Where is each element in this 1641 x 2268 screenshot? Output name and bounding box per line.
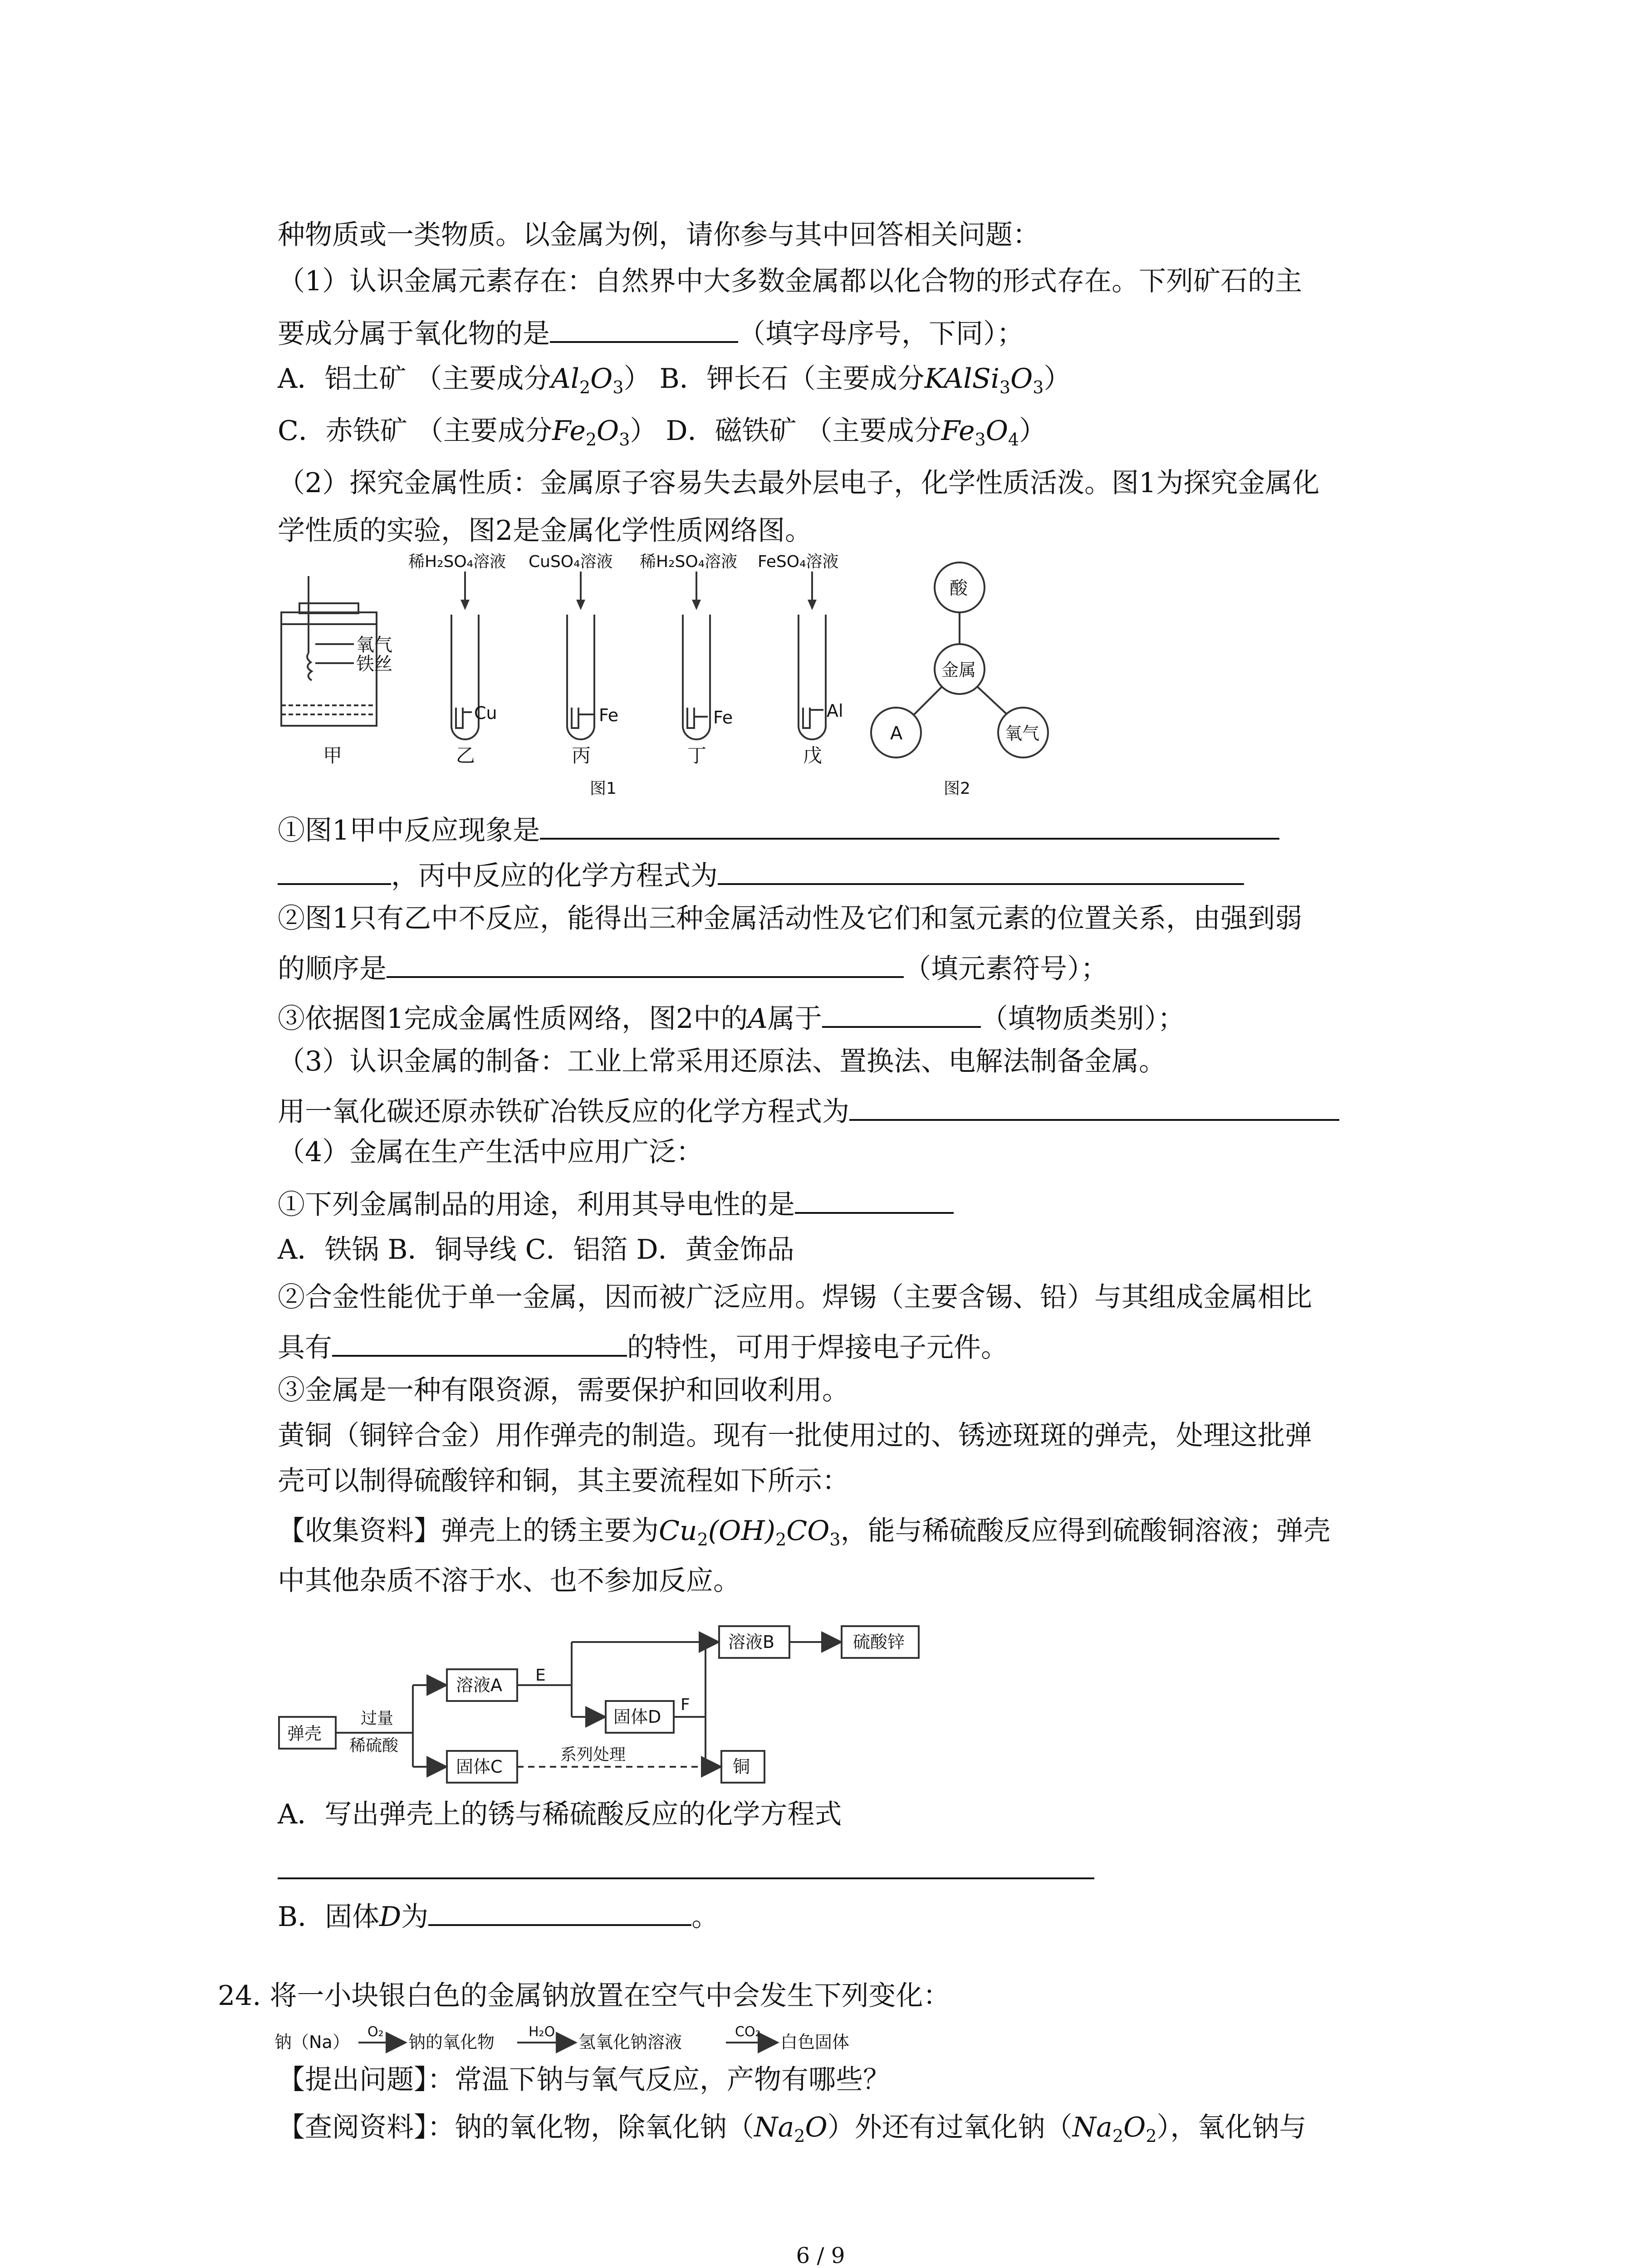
flow-diagram <box>272 1615 944 1810</box>
answer-blank[interactable] <box>822 998 981 1028</box>
answer-blank[interactable] <box>540 810 1279 840</box>
text-line: （3）认识金属的制备：工业上常采用还原法、置换法、电解法制备金属。 <box>278 1046 1166 1077</box>
text-line: 【查阅资料】：钠的氧化物，除氧化钠$(Na_2O)$外还有过氧化钠$(Na_2O_2)$，氧化钠与 <box>278 2112 1307 2146</box>
node-acid: 酸 <box>950 578 968 599</box>
text-line: 用一氧化碳还原赤铁矿冶铁反应的化学方程式为 <box>278 1091 1339 1130</box>
tube-metal: Fe <box>599 705 619 725</box>
text-line: A．写出弹壳上的锈与稀硫酸反应的化学方程式 <box>278 1799 842 1830</box>
text-line: 要成分属于氧化物的是 （填字母序号，下同）； <box>278 313 1024 352</box>
tube-reagent: 稀H₂SO₄溶液 <box>408 552 506 571</box>
answer-blank[interactable] <box>428 1896 691 1926</box>
arrow-label-excess: 过量 <box>361 1709 394 1728</box>
node-oxygen: 氧气 <box>1005 723 1040 743</box>
answer-blank[interactable] <box>718 855 1244 885</box>
co2-label: CO₂ <box>735 2024 761 2040</box>
sodium-label: 钠（Na） <box>274 2032 350 2052</box>
text-line: 的顺序是 （填元素符号）； <box>278 948 1108 987</box>
tube-reagent: FeSO₄溶液 <box>758 552 839 571</box>
dropper-arrows <box>465 572 812 603</box>
o2-label: O₂ <box>367 2024 384 2040</box>
text-line: A．铁锅 B．铜导线 C．铝箔 D．黄金饰品 <box>278 1234 794 1266</box>
text-line: （1）认识金属元素存在：自然界中大多数金属都以化合物的形式存在。下列矿石的主 <box>278 265 1303 297</box>
answer-blank[interactable] <box>550 313 738 343</box>
page-number: 6 / 9 <box>796 2243 845 2268</box>
text-line: 【收集资料】弹壳上的锈主要为$Cu_2(OH)_2CO_3$，能与稀硫酸反应得到硫酸铜溶液；弹壳 <box>278 1515 1331 1549</box>
text-line: ②合金性能优于单一金属，因而被广泛应用。焊锡（主要含锡、铅）与其组成金属相比 <box>278 1281 1312 1313</box>
answer-blank[interactable] <box>278 855 391 885</box>
text-line: 【提出问题】：常温下钠与氧气反应，产物有哪些？ <box>278 2064 890 2096</box>
figure-1-caption: 图1 <box>590 779 617 798</box>
h2o-label: H₂O <box>529 2024 555 2040</box>
label-f: F <box>681 1696 690 1714</box>
text-line: 学性质的实验，图2是金属化学性质网络图。 <box>278 515 813 547</box>
figure-1-2 <box>272 549 1066 807</box>
iron-wire-label: 铁丝 <box>356 654 392 675</box>
answer-blank[interactable] <box>849 1091 1339 1121</box>
question-24: 24. 将一小块银白色的金属钠放置在空气中会发生下列变化： <box>218 1980 950 2012</box>
label-series: 系列处理 <box>560 1745 626 1764</box>
node-solution-b: 溶液B <box>728 1632 775 1652</box>
text-line: ①下列金属制品的用途，利用其导电性的是 <box>278 1184 954 1223</box>
oxide-label: 钠的氧化物 <box>408 2032 495 2052</box>
label-yi: 乙 <box>456 744 475 767</box>
answer-blank[interactable] <box>795 1184 954 1214</box>
label-bing: 丙 <box>572 744 591 767</box>
node-a: A <box>890 723 903 744</box>
text-line: ③金属是一种有限资源，需要保护和回收利用。 <box>278 1374 849 1406</box>
test-tubes <box>451 615 826 739</box>
label-jia: 甲 <box>323 744 343 767</box>
text-line: ③依据图1完成金属性质网络，图2中的A属于 （填物质类别）； <box>278 998 1185 1037</box>
arrow-label-acid: 稀硫酸 <box>349 1736 399 1755</box>
label-wu: 戊 <box>803 744 823 767</box>
text-line: A．铝土矿 （主要成分$Al_2O_3$） B．钾长石（主要成分$KAlSi_3O_3$） <box>278 363 1071 397</box>
figure-2-caption: 图2 <box>944 779 970 798</box>
tube-metal: Al <box>827 701 843 721</box>
text-line: （2）探究金属性质：金属原子容易失去最外层电子，化学性质活泼。图1为探究金属化 <box>278 467 1320 499</box>
node-solid-d: 固体D <box>613 1707 661 1727</box>
hydroxide-label: 氢氧化钠溶液 <box>578 2032 682 2052</box>
text-line: C．赤铁矿 （主要成分$Fe_2O_3$） D．磁铁矿 （主要成分$Fe_3O_4$） <box>278 415 1047 450</box>
white-solid-label: 白色固体 <box>780 2032 850 2052</box>
tube-metal: Fe <box>713 708 733 728</box>
answer-blank[interactable] <box>387 948 904 978</box>
node-metal: 金属 <box>941 660 976 680</box>
node-shell: 弹壳 <box>287 1724 322 1744</box>
label-e: E <box>535 1666 546 1685</box>
label-ding: 丁 <box>687 744 707 767</box>
tube-reagent: CuSO₄溶液 <box>529 552 613 571</box>
node-solid-c: 固体C <box>456 1757 503 1777</box>
text-line: B．固体D为 。 <box>278 1896 719 1935</box>
text-line: 中其他杂质不溶于水、也不参加反应。 <box>278 1565 740 1597</box>
text-line: （4）金属在生产生活中应用广泛： <box>278 1136 704 1168</box>
tube-metal: Cu <box>474 703 497 723</box>
text-line: 壳可以制得硫酸锌和铜，其主要流程如下所示： <box>278 1465 849 1497</box>
text-line: ①图1甲中反应现象是 <box>278 810 1279 849</box>
oxygen-label: 氧气 <box>356 635 392 655</box>
node-zinc-sulfate: 硫酸锌 <box>853 1632 905 1652</box>
text-line: ，丙中反应的化学方程式为 <box>278 855 1244 894</box>
text-line: 种物质或一类物质。以金属为例，请你参与其中回答相关问题： <box>278 219 1040 251</box>
tube-reagent: 稀H₂SO₄溶液 <box>640 552 738 571</box>
node-copper: 铜 <box>733 1757 750 1777</box>
answer-blank[interactable] <box>278 1876 1094 1879</box>
node-solution-a: 溶液A <box>456 1675 502 1695</box>
answer-blank[interactable] <box>332 1327 627 1357</box>
text-line: 具有 的特性，可用于焊接电子元件。 <box>278 1327 1008 1366</box>
text-line: ②图1只有乙中不反应，能得出三种金属活动性及它们和氢元素的位置关系，由强到弱 <box>278 903 1303 934</box>
sodium-chain <box>272 2021 930 2055</box>
text-line: 黄铜（铜锌合金）用作弹壳的制造。现有一批使用过的、锈迹斑斑的弹壳，处理这批弹 <box>278 1420 1312 1452</box>
